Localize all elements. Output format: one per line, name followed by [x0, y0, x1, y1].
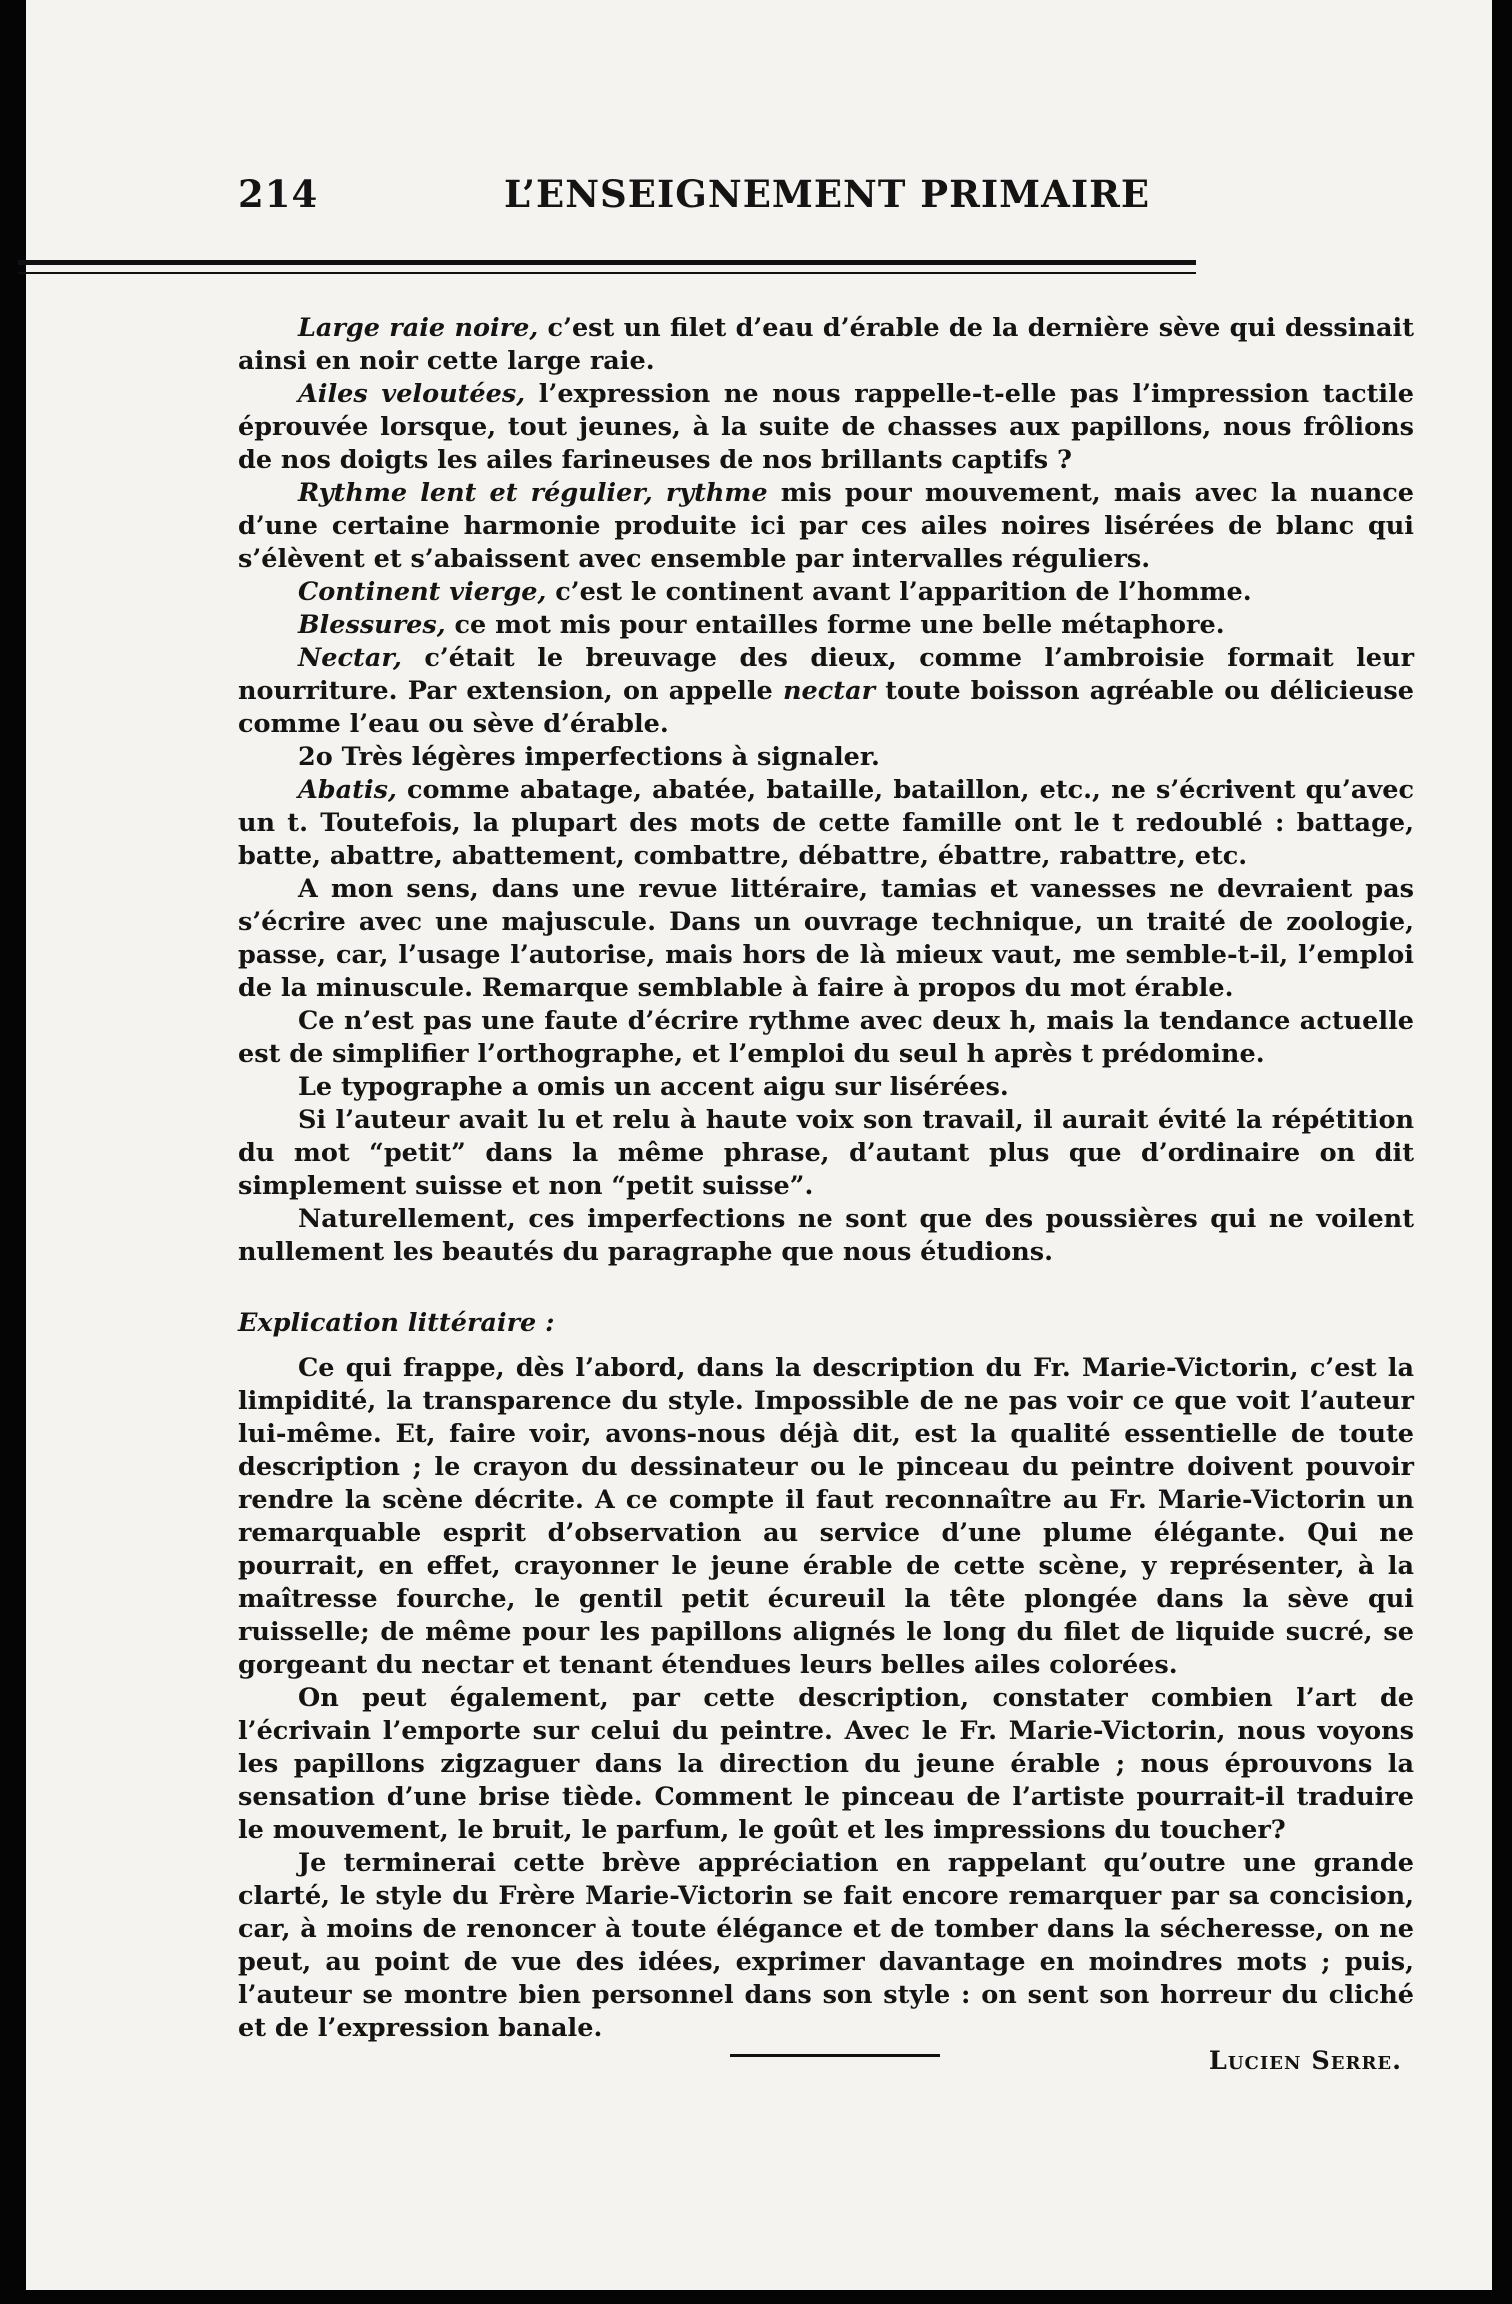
scan-border-bottom [0, 2290, 1512, 2304]
author-signature: Lucien Serre. [1208, 2046, 1402, 2076]
header-rule-heavy [18, 260, 1196, 265]
paragraph: Ce qui frappe, dès l’abord, dans la description du Fr. Marie-Victorin, c’est la limpidité, la transparence du style. Impossible de ne pas voir ce que voit l’auteur lui-même. Et, faire voir, avons-nous déjà dit, est la qualité essentielle de toute description ; le crayon du dessinateur ou le pinceau du peintre doivent pouvoir rendre la scène décrite. A ce compte il faut reconnaître au Fr. Marie-Victorin un remarquable esprit d’observation au service d’une plume élégante. Qui ne pourrait, en effet, crayonner le jeune érable de cette scène, y représenter, à la maîtresse fourche, le gentil petit écureuil la tête plongée dans la sève qui ruisselle; de même pour les papillons alignés le long du filet de liquide sucré, se gorgeant du nectar et tenant étendues leurs belles ailes colorées. [238, 1353, 1414, 1680]
paragraph [238, 609, 1414, 642]
term: Blessures, [298, 610, 446, 640]
paragraph-text: c’est un filet d’eau d’érable de la dernière sève qui dessinait ainsi en noir cette large raie. [238, 313, 1414, 376]
paragraph-text: Ce n’est pas une faute d’écrire rythme avec deux h, mais la tendance actuelle est de simplifier l’orthographe, et l’emploi du seul h après t prédomine. [238, 1006, 1414, 1069]
paragraph-text: Si l’auteur avait lu et relu à haute voix son travail, il aurait évité la répétition du mot “petit” dans la même phrase, d’autant plus que d’ordinaire on dit simplement suisse et non “petit suisse”. [238, 1105, 1414, 1201]
paragraph-text: 2o Très légères imperfections à signaler. [298, 742, 880, 772]
paragraph-text: l’expression ne nous rappelle-t-elle pas l’impression tactile éprouvée lorsque, tout jeunes, à la suite de chasses aux papillons, nous frôlions de nos doigts les ailes farineuses de nos brillants captifs ? [238, 379, 1414, 475]
term: Large raie noire, [298, 313, 539, 343]
paragraph [238, 642, 1414, 741]
paragraph: Je terminerai cette brève appréciation en rappelant qu’outre une grande clarté, le style du Frère Marie-Victorin se fait encore remarquer par sa concision, car, à moins de renoncer à toute élégance et de tomber dans la sécheresse, on ne peut, au point de vue des idées, exprimer davantage en moindres mots ; puis, l’auteur se montre bien personnel dans son style : on sent son horreur du cliché et de l’expression banale. [238, 1848, 1414, 2043]
scan-border-right [1492, 0, 1512, 2304]
term: Continent vierge, [298, 577, 547, 607]
paragraph-text: A mon sens, dans une revue littéraire, tamias et vanesses ne devraient pas s’écrire avec une majuscule. Dans un ouvrage technique, un traité de zoologie, passe, car, l’usage l’autorise, mais hors de là mieux vaut, me semble-t-il, l’emploi de la minuscule. Remarque semblable à faire à propos du mot érable. [238, 874, 1414, 1003]
end-rule [730, 2054, 940, 2057]
term: Rythme lent et régulier, rythme [298, 478, 768, 508]
paragraph [238, 378, 1414, 477]
term: Abatis, [298, 775, 397, 805]
paragraph-text: toute boisson agréable ou délicieuse comme l’eau ou sève d’érable. [238, 676, 1415, 739]
running-head: L’ENSEIGNEMENT PRIMAIRE [504, 172, 1151, 216]
paragraph-text: ce mot mis pour entailles forme une belle métaphore. [445, 610, 1225, 640]
paragraph-text: comme abatage, abatée, bataille, bataillon, etc., ne s’écrivent qu’avec un t. Toutefois, la plupart des mots de cette famille ont le t redoublé : battage, batte, abattre, abattement, combattre, débattre, ébattre, rabattre, etc. [238, 775, 1414, 871]
paragraph-text: mis pour mouvement, mais avec la nuance d’une certaine harmonie produite ici par ces ailes noires lisérées de blanc qui s’élèvent et s’abaissent avec ensemble par intervalles réguliers. [238, 478, 1414, 574]
paragraph [238, 741, 1414, 774]
article-body [238, 312, 1414, 2078]
paragraph-text: c’est le continent avant l’apparition de l’homme. [546, 577, 1252, 607]
paragraph [238, 1203, 1414, 1269]
paragraph-text: Le typographe a omis un accent aigu sur lisérées. [298, 1072, 1009, 1102]
paragraph: On peut également, par cette description, constater combien l’art de l’écrivain l’emporte sur celui du peintre. Avec le Fr. Marie-Victorin, nous voyons les papillons zigzaguer dans la direction du jeune érable ; nous éprouvons la sensation d’une brise tiède. Comment le pinceau de l’artiste pourrait-il traduire le mouvement, le bruit, le parfum, le goût et les impressions du toucher? [238, 1683, 1414, 1845]
paragraph [238, 1005, 1414, 1071]
paragraph [238, 477, 1414, 576]
paragraph [238, 873, 1414, 1005]
header-rule-light [18, 272, 1196, 274]
page-header [238, 172, 1414, 232]
paragraph-text: c’était le breuvage des dieux, comme l’ambroisie formait leur nourriture. Par extension, on appelle [238, 643, 1414, 706]
page-number: 214 [238, 172, 319, 216]
paragraph-text: Naturellement, ces imperfections ne sont que des poussières qui ne voilent nullement les beautés du paragraphe que nous étudions. [238, 1204, 1414, 1267]
paragraph [238, 774, 1414, 873]
scan-border-left [0, 0, 26, 2304]
page [238, 172, 1414, 232]
term-inline: nectar [783, 676, 876, 706]
term: Ailes veloutées, [298, 379, 526, 409]
section-heading: Explication littéraire : [238, 1308, 555, 1338]
paragraph [238, 312, 1414, 378]
term: Nectar, [298, 643, 402, 673]
paragraph [238, 576, 1414, 609]
signature-line [238, 2045, 1414, 2078]
paragraph [238, 1104, 1414, 1203]
paragraph [238, 1071, 1414, 1104]
